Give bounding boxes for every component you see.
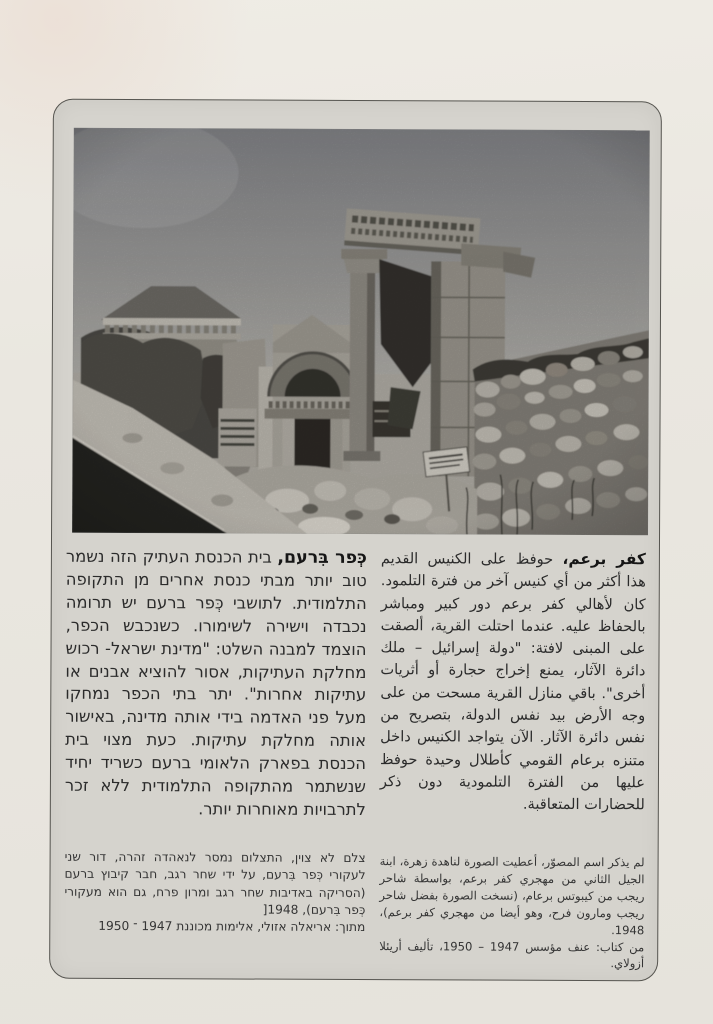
synagogue-ruins-photo-illustration (72, 128, 650, 536)
hebrew-paragraph (65, 546, 367, 850)
arabic-paragraph (380, 547, 646, 854)
hebrew-column (64, 546, 367, 972)
arabic-source-line: من كتاب: عنف مؤسس 1947 – 1950، تأليف أريئلا أزولاي. (379, 938, 645, 971)
arabic-column (379, 547, 646, 972)
hebrew-source-line: מתוך: אריאלה אזולי, אלימות מכוננת 1947 ־ 1950 (98, 919, 366, 935)
synagogue-ruins-photo (72, 128, 650, 536)
arabic-lead: كفر برعم، (562, 549, 646, 569)
hebrew-photo-caption: צלם לא צוין, התצלום נמסר לנאהדה זהרה, דור שני לעקורי כְּפר בִּרעם, על ידי שחר רגב, חבר קיבוץ ברעם (הסריקה באדיבות שחר רגב ומרון פרח, גם הוא מעקורי כְּפר בִּרעם), 1948[ (64, 849, 366, 917)
text-columns (64, 546, 646, 973)
arabic-body-text: حوفظ على الكنيس القديم هذا أكثر من أي كنيس آخر من فترة التلمود. كان لأهالي كفر برعم دور كبير ومباشر بالحفاظ عليه. عندما احتلت القرية، ألصقت على المبنى لافتة: "دولة إسرائيل – ملك دائرة الآثار، يمنع إخراج حجارة أو أثريات أخرى". باقي منازل القرية مسحت من على وجه الأرض بيد نفس الدولة، بتصريح من نفس دائرة الآثار. الآن يتواجد الكنيس داخل متنزه برعام القومي كأطلال وحيدة حوفظ عليها من الفترة التلمودية دون ذكر للحضارات المتعاقبة. (379, 550, 646, 814)
hebrew-lead: כְּפר בִּרעם, (277, 547, 367, 569)
content-card (49, 99, 662, 982)
arabic-photo-caption: لم يذكر اسم المصوّر، أعطيت الصورة لناهدة زهرة، ابنة الجيل الثاني من مهجري كفر برعم، بواسطة شاحر ريجب من كيبوتس برعام، (نسخت الصورة بفضل شاحر ريجب ومارون فرح، وهو أيضا من مهجري كفر برعم)، 1948. (379, 854, 645, 937)
hebrew-body-text: בית הכנסת העתיק הזה נשמר טוב יותר מבתי כנסת אחרים מן התקופה התלמודית. לתושבי כְּפר ברעם יש תרומה נכבדה וישירה לשימורו. כשנכבש הכפר, הוצמד למבנה השלט: "מדינת ישראל- רכוש מחלקת העתיקות, אסור להוציא אבנים או עתיקות אחרות". יתר בתי הכפר נמחקו מעל פני האדמה בידי אותה מדינה, באישור אותה מחלקת עתיקות. כעת מצוי בית הכנסת בפארק הלאומי ברעם כשריד יחיד שנשתמר מהתקופה התלמודית ללא זכר לתרבויות מאוחרות יותר. (64, 546, 367, 820)
